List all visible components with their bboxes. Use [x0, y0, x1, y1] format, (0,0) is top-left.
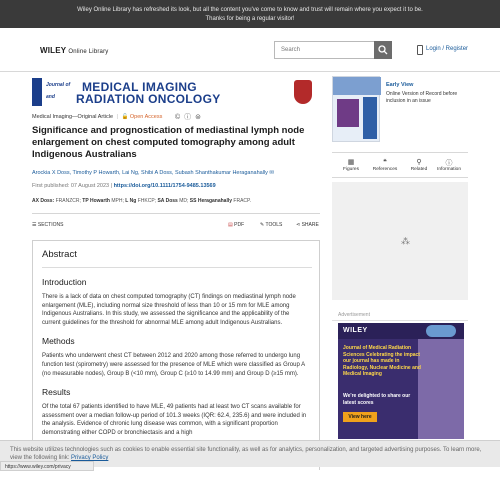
- section-paragraph: There is a lack of data on chest computed tomography (CT) findings on mediastinal lymph node enlargement (MLE), including normal size threshold of less than 10 or 15 mm for MLE among Indigenous Australians. In this study, we assessed the significance and the applicability of the current guidelines for the threshold for abnormal MLE among adult Indigenous Australians.: [42, 294, 296, 326]
- logo-wordmark: WILEY: [40, 46, 67, 55]
- cookie-text: This website utilizes technologies such as cookies to enable essential site functionality, as well as for analytics, personalization, and targeted advertising purposes. To learn more, view the following link:: [10, 447, 482, 461]
- author-list: [32, 170, 322, 176]
- affil-degree: MPH;: [111, 198, 124, 204]
- logo-suffix: Online Library: [68, 49, 109, 55]
- divider: [332, 320, 468, 321]
- ad-photo: [418, 339, 464, 439]
- society-crest-icon: [294, 80, 312, 104]
- affil-degree: FHKCP;: [137, 198, 157, 204]
- references-icon: ❝: [383, 159, 387, 166]
- tab-information[interactable]: [432, 158, 466, 172]
- early-view-description: Online Version of Record before inclusion in an issue: [386, 91, 458, 104]
- noncommercial-icon: ⊜: [195, 114, 202, 121]
- pdf-button[interactable]: [228, 222, 244, 228]
- journal-title-part-4: RADIATION ONCOLOGY: [76, 92, 221, 106]
- account-icon[interactable]: [417, 45, 423, 55]
- author-affiliations: [32, 198, 322, 204]
- sidebar-tabs: [332, 152, 468, 178]
- tab-label: Information: [437, 167, 461, 172]
- search-input[interactable]: Search: [274, 41, 374, 59]
- journal-title-part-1: Journal of: [46, 82, 71, 88]
- tools-label: TOOLS: [265, 222, 283, 228]
- cover-band-vertical: [363, 97, 377, 139]
- affil-name: SA Doss: [157, 198, 178, 204]
- advertisement-label: Advertisement: [338, 312, 370, 318]
- ad-headline: Journal of Medical Radiation Sciences Celebrating the impact our journal has made in Radiology, Nuclear Medicine and Medical Imaging: [343, 345, 421, 378]
- tab-label: References: [372, 167, 398, 172]
- affil-name: SS Heraganahally: [189, 198, 233, 204]
- tab-figures[interactable]: [334, 158, 368, 172]
- journal-title-part-3: and: [46, 94, 55, 100]
- email-icon[interactable]: ✉: [269, 170, 275, 176]
- privacy-policy-link[interactable]: Privacy Policy: [71, 455, 109, 461]
- article-toolbar: [32, 220, 320, 232]
- tab-label: Figures: [343, 167, 359, 172]
- article-category-line: [32, 114, 162, 120]
- ad-brand: WILEY: [343, 327, 368, 334]
- tab-label: Related: [410, 167, 428, 172]
- affil-name: AX Doss:: [32, 198, 55, 204]
- site-header: [0, 28, 500, 72]
- status-bar-url: https://www.wiley.com/privacy: [0, 461, 94, 471]
- ad-subline: We're delighted to share our latest scores: [343, 393, 411, 406]
- separator: |: [110, 183, 113, 189]
- affil-degree: FRANZCR;: [55, 198, 81, 204]
- divider: [42, 267, 312, 268]
- article-category: Medical Imaging—Original Article: [32, 114, 114, 120]
- section-paragraph: Patients who underwent chest CT between 2012 and 2020 among those referred to undergo lung function test (spirometry) were assessed for the presence of MLE which were classified as Group A (no measurable nodes), Group B (<10 mm), Group C (≥10 to 14.99 mm) and Group D (≥15 mm).: [42, 353, 305, 377]
- sections-label: SECTIONS: [37, 222, 64, 228]
- share-button[interactable]: [296, 222, 319, 228]
- journal-banner[interactable]: [32, 78, 312, 110]
- sections-button[interactable]: [32, 222, 63, 228]
- early-view-link[interactable]: Early View: [386, 82, 414, 88]
- search-button[interactable]: [374, 41, 392, 59]
- authors-text[interactable]: Arockia X Doss, Timothy P Howarth, Lai Ng, Shibi A Doss, Subash Shanthakumar Heraganahally: [32, 170, 268, 176]
- journal-logo-icon: [32, 78, 42, 106]
- doi-link[interactable]: https://doi.org/10.1111/1754-9485.13569: [113, 183, 216, 189]
- article-title: Significance and prognostication of mediastinal lymph node enlargement on chest computed tomography among adult Indigenous Australians: [32, 125, 305, 160]
- tools-button[interactable]: [260, 222, 282, 228]
- sidebar-content-panel: [332, 182, 468, 300]
- affil-name: L Ng: [125, 198, 137, 204]
- section-heading: Introduction: [42, 277, 87, 287]
- abstract-heading: Abstract: [42, 249, 77, 260]
- attribution-icon: ⓘ: [184, 114, 193, 121]
- pdf-icon: ▤: [228, 222, 233, 228]
- refresh-banner: [0, 0, 500, 28]
- wiley-logo[interactable]: [40, 46, 109, 55]
- license-icons: [175, 112, 202, 122]
- information-icon: ⓘ: [445, 160, 453, 167]
- open-access-lock-icon: 🔓: [121, 114, 129, 120]
- wrench-icon: ✎: [260, 222, 265, 228]
- cover-picture: [337, 99, 359, 127]
- journal-cover-image[interactable]: [332, 76, 380, 142]
- publication-info: [32, 183, 322, 189]
- section-heading: Results: [42, 387, 71, 398]
- affil-degree: FRACP.: [233, 198, 252, 204]
- search-icon: [378, 45, 388, 55]
- first-published-date: 07 August 2023: [70, 183, 110, 189]
- copyright-icon: ©: [175, 114, 182, 121]
- section-heading: Methods: [42, 336, 75, 347]
- abstract-section: [32, 240, 320, 470]
- loading-spinner-icon: ⁂: [401, 236, 410, 246]
- banner-line-1: Wiley Online Library has refreshed its look, but all the content you've come to know and trust will remain where you expect it to be.: [77, 7, 423, 13]
- first-published-label: First published:: [32, 183, 70, 189]
- related-icon: ⚲: [416, 159, 422, 166]
- share-label: SHARE: [301, 222, 319, 228]
- list-icon: ☰: [32, 222, 37, 228]
- open-access-label[interactable]: Open Access: [129, 114, 163, 120]
- separator: |: [116, 114, 118, 120]
- pdf-label: PDF: [234, 222, 245, 228]
- login-register-link[interactable]: Login / Register: [426, 46, 469, 52]
- section-paragraph: Of the total 67 patients identified to have MLE, 49 patients had at least two CT scans available for assessment over a median follow-up period of 101.3 weeks (IQR: 62.4, 235.6) and were included in the analysis. Evidence of chronic lung disease was common, with a significant proportion demonstrating either COPD or bronchiectasis and a high: [42, 404, 307, 436]
- advertisement-banner[interactable]: [338, 323, 464, 439]
- tab-related[interactable]: [402, 158, 436, 172]
- journal-title-part-2: MEDICAL IMAGING: [82, 80, 197, 94]
- ad-view-button[interactable]: View here: [343, 412, 377, 422]
- banner-line-2: Thanks for being a regular visitor!: [205, 16, 295, 22]
- ad-society-logo-icon: [426, 325, 456, 337]
- affil-degree: MD;: [179, 198, 189, 204]
- affil-name: TP Howarth: [82, 198, 110, 204]
- share-icon: ⋖: [296, 222, 301, 228]
- tab-references[interactable]: [368, 158, 402, 172]
- divider: [32, 213, 320, 214]
- cover-header: [333, 77, 381, 95]
- figures-icon: ▦: [347, 159, 355, 166]
